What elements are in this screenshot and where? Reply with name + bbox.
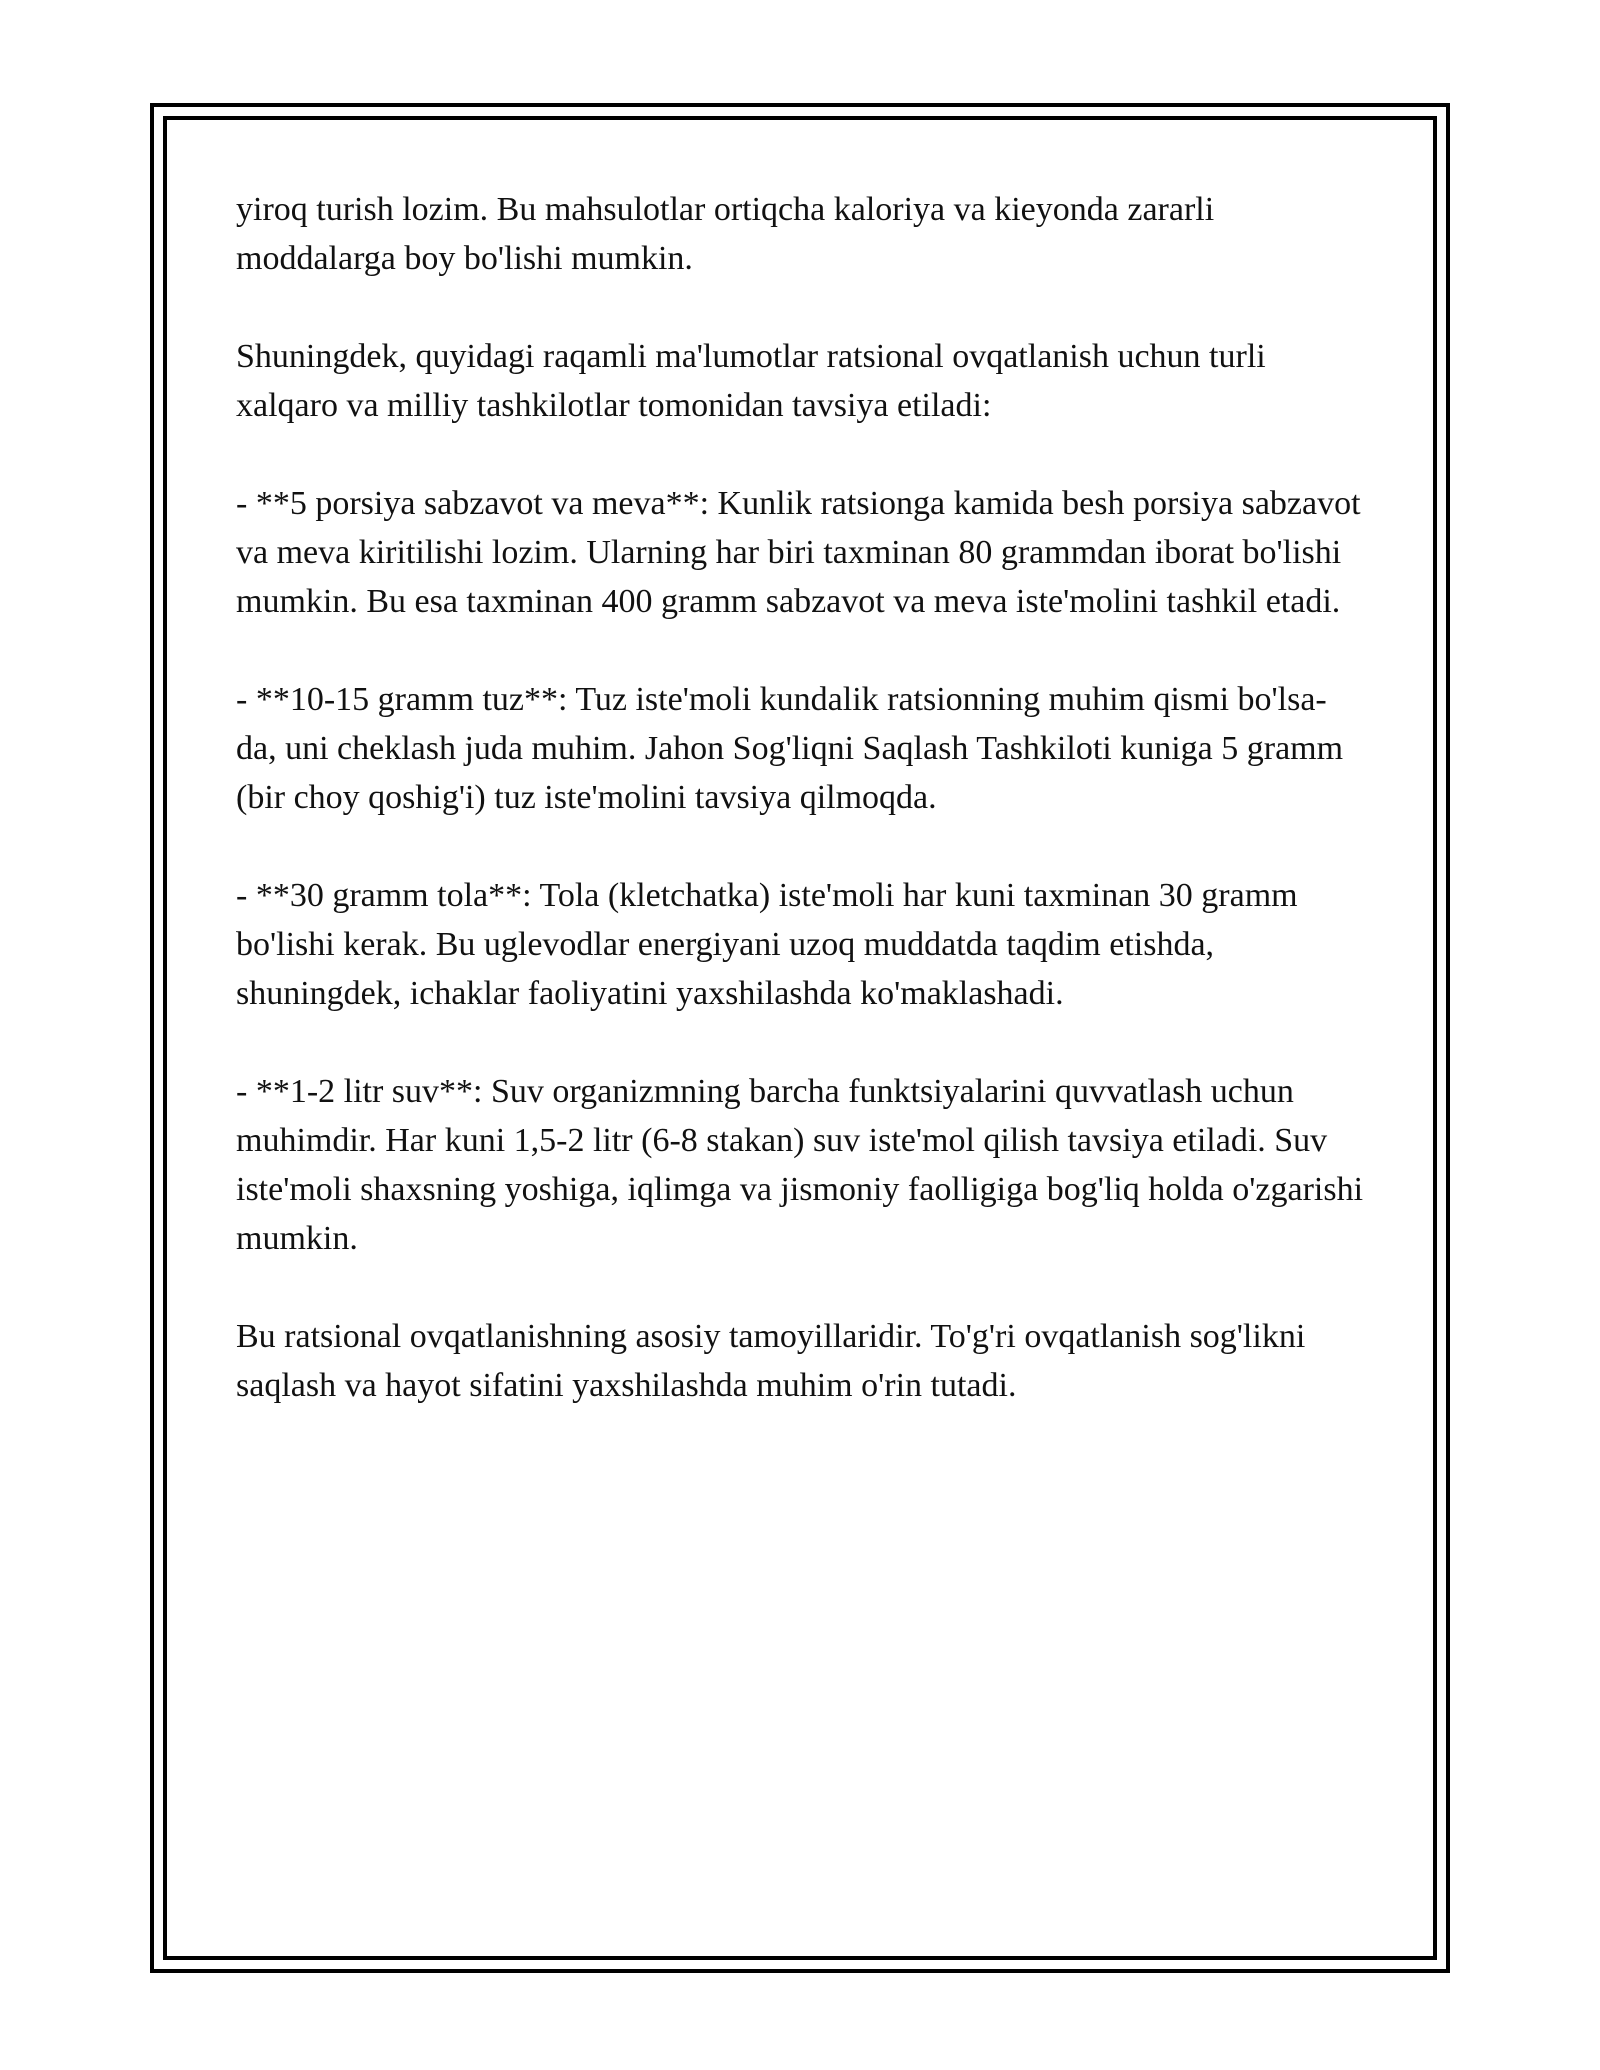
- list-item-vegetables-fruits: - **5 porsiya sabzavot va meva**: Kunlik ratsionga kamida besh porsiya sabzavot va meva kiritilishi lozim. Ularning har biri taxminan 80 grammdan iborat bo'lishi mumkin. Bu esa taxminan 400 gramm sabzavot va meva iste'molini tashkil etadi.: [236, 485, 1361, 620]
- list-item-water: - **1-2 litr suv**: Suv organizmning barcha funktsiyalarini quvvatlash uchun muhimdir. Har kuni 1,5-2 litr (6-8 stakan) suv iste'mol qilish tavsiya etiladi. Suv iste'moli shaxsning yoshiga, iqlimga va jismoniy faolligiga bog'liq holda o'zgarishi mumkin.: [236, 1073, 1364, 1257]
- paragraph-recommendations-intro: Shuningdek, quyidagi raqamli ma'lumotlar ratsional ovqatlanish uchun turli xalqaro va milliy tashkilotlar tomonidan tavsiya etiladi:: [236, 338, 1266, 424]
- paragraph-intro-continuation: yiroq turish lozim. Bu mahsulotlar ortiqcha kaloriya va kieyonda zararli moddalarga boy bo'lishi mumkin.: [236, 191, 1215, 277]
- paragraph-conclusion: Bu ratsional ovqatlanishning asosiy tamoyillaridir. To'g'ri ovqatlanish sog'likni saqlash va hayot sifatini yaxshilashda muhim o'rin tutadi.: [236, 1318, 1306, 1404]
- list-item-salt: - **10-15 gramm tuz**: Tuz iste'moli kundalik ratsionning muhim qismi bo'lsa-da, uni cheklash juda muhim. Jahon Sog'liqni Saqlash Tashkiloti kuniga 5 gramm (bir choy qoshig'i) tuz iste'molini tavsiya qilmoqda.: [236, 681, 1344, 816]
- list-item-fiber: - **30 gramm tola**: Tola (kletchatka) iste'moli har kuni taxminan 30 gramm bo'lishi kerak. Bu uglevodlar energiyani uzoq muddatda taqdim etishda, shuningdek, ichaklar faoliyatini yaxshilashda ko'maklashadi.: [236, 877, 1298, 1012]
- document-body: [236, 185, 1366, 1459]
